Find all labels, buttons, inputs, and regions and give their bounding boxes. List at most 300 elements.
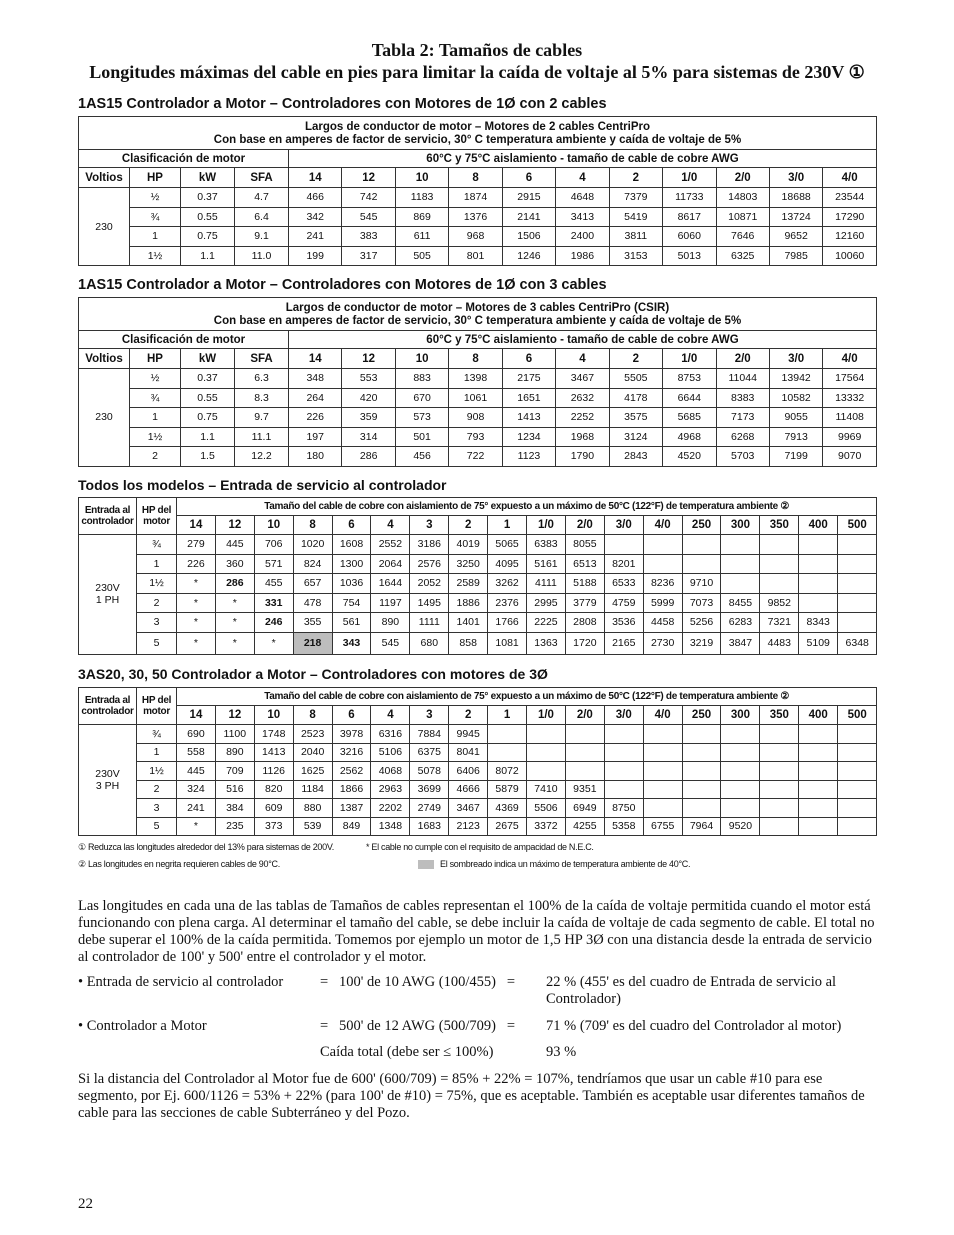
calc-row2-expr: = 500' de 12 AWG (500/709) =: [320, 1018, 516, 1034]
table-cell: 5419: [609, 207, 662, 227]
table-cell: 2141: [502, 207, 555, 227]
table-cell: [565, 725, 604, 744]
table-cell: 1348: [371, 817, 410, 836]
table-cell: [721, 554, 760, 574]
table-cell: 4483: [760, 632, 799, 654]
column-header: 500: [838, 706, 877, 725]
table-cell: 3250: [449, 554, 488, 574]
table-cell: [643, 799, 682, 818]
column-header: 250: [682, 706, 721, 725]
table-cell: 9.1: [235, 227, 289, 247]
header-entry: Entrada al controlador: [79, 498, 137, 535]
table-cell: 8383: [716, 388, 769, 408]
column-header: 6: [332, 706, 371, 725]
hp-cell: 2: [137, 780, 177, 799]
table-cell: 5078: [410, 762, 449, 781]
column-header: kW: [181, 168, 235, 188]
section-heading-4: 3AS20, 30, 50 Controlador a Motor – Controladores con motores de 3Ø: [78, 666, 548, 682]
table-cell: 5506: [527, 799, 566, 818]
column-header: 4/0: [823, 168, 877, 188]
table-cell: 3186: [410, 535, 449, 555]
table-cell: 501: [395, 427, 448, 447]
table-cell: 445: [177, 762, 216, 781]
table-cell: 2165: [604, 632, 643, 654]
table-cell: 466: [289, 188, 342, 208]
table-cell: 8.3: [235, 388, 289, 408]
table-cell: 8236: [643, 574, 682, 594]
column-header: 8: [449, 168, 502, 188]
column-header: 4: [371, 516, 410, 535]
table-cell: 9852: [760, 593, 799, 613]
table-cell: 6533: [604, 574, 643, 594]
table-cell: 561: [332, 613, 371, 633]
table-cell: 3779: [565, 593, 604, 613]
table-cell: 1081: [488, 632, 527, 654]
table-cell: 1234: [502, 427, 555, 447]
table-cell: 6383: [527, 535, 566, 555]
table-cell: 5256: [682, 613, 721, 633]
table-cell: 18688: [769, 188, 822, 208]
table-cell: 264: [289, 388, 342, 408]
table-cell: 1.5: [181, 447, 235, 467]
table-cell: 6375: [410, 743, 449, 762]
table-cell: [760, 762, 799, 781]
table-cell: 709: [215, 762, 254, 781]
table-cell: 858: [449, 632, 488, 654]
column-header: 4: [556, 168, 609, 188]
page-number: 22: [78, 1196, 93, 1212]
table-cell: 690: [177, 725, 216, 744]
table-row: [79, 246, 877, 266]
table-cell: 1111: [410, 613, 449, 633]
table-cell: 3536: [604, 613, 643, 633]
column-header: 250: [682, 516, 721, 535]
table-cell: 869: [395, 207, 448, 227]
table-cell: 1644: [371, 574, 410, 594]
table-cell: 7646: [716, 227, 769, 247]
footnote-4: [418, 859, 690, 869]
table-cell: 9969: [823, 427, 877, 447]
column-header: 1/0: [663, 349, 716, 369]
column-header: 6: [502, 349, 555, 369]
table-cell: [604, 743, 643, 762]
table-cell: [760, 574, 799, 594]
table-cell: [799, 574, 838, 594]
table-row: [79, 388, 877, 408]
table-cell: 314: [342, 427, 395, 447]
header-hp: HP del motor: [137, 498, 177, 535]
table-cell: [799, 762, 838, 781]
table-cell: [838, 817, 877, 836]
column-header: 14: [289, 349, 342, 369]
table-cell: 1363: [527, 632, 566, 654]
table-cell: 5109: [799, 632, 838, 654]
table-cell: [604, 535, 643, 555]
service-entry-table: [78, 497, 877, 655]
table-cell: 883: [395, 369, 448, 389]
table-cell: 1720: [565, 632, 604, 654]
hp-cell: 1½: [137, 762, 177, 781]
table-cell: 2675: [488, 817, 527, 836]
table-cell: 10871: [716, 207, 769, 227]
table-cell: 2843: [609, 447, 662, 467]
column-header: 350: [760, 516, 799, 535]
shade-swatch: [418, 860, 434, 869]
column-header: 6: [502, 168, 555, 188]
table-cell: 10060: [823, 246, 877, 266]
table-cell: 1766: [488, 613, 527, 633]
table-cell: [643, 535, 682, 555]
table-cell: *: [177, 632, 216, 654]
table-cell: 824: [293, 554, 332, 574]
table-cell: 8753: [663, 369, 716, 389]
table-cell: 3216: [332, 743, 371, 762]
column-header: Voltios: [79, 349, 130, 369]
table-cell: [604, 762, 643, 781]
table-cell: 1246: [502, 246, 555, 266]
table-cell: 3467: [556, 369, 609, 389]
table-cell: 545: [371, 632, 410, 654]
table-cell: 1.1: [181, 246, 235, 266]
table-cell: 6.4: [235, 207, 289, 227]
table-cell: 2808: [565, 613, 604, 633]
calc-total-value: 93 %: [546, 1044, 577, 1060]
column-header: 2: [449, 706, 488, 725]
column-header: 4: [371, 706, 410, 725]
column-header: 8: [449, 349, 502, 369]
table-cell: 4666: [449, 780, 488, 799]
table-cell: 3219: [682, 632, 721, 654]
cable-table-3wire: [78, 297, 877, 467]
column-header: 1/0: [527, 706, 566, 725]
column-header: 12: [215, 706, 254, 725]
table-subtitle: Longitudes máximas del cable en pies para limitar la caída de voltaje al 5% para sistemas de 230V ①: [89, 62, 865, 82]
column-header: 1: [488, 706, 527, 725]
table-cell: 1398: [449, 369, 502, 389]
table-cell: 742: [342, 188, 395, 208]
table-cell: 3811: [609, 227, 662, 247]
table-cell: 4095: [488, 554, 527, 574]
table-cell: 553: [342, 369, 395, 389]
table-cell: [643, 743, 682, 762]
column-header: HP: [130, 168, 181, 188]
table-cell: ¾: [130, 207, 181, 227]
table-cell: 609: [254, 799, 293, 818]
column-header: SFA: [235, 168, 289, 188]
table-cell: 3262: [488, 574, 527, 594]
table-cell: 558: [177, 743, 216, 762]
column-header: 4/0: [643, 706, 682, 725]
table-row: [79, 207, 877, 227]
table-row: [79, 554, 877, 574]
column-header: 3/0: [769, 168, 822, 188]
table-cell: 1184: [293, 780, 332, 799]
table-cell: 4759: [604, 593, 643, 613]
table-cell: 11733: [663, 188, 716, 208]
table-cell: 6.3: [235, 369, 289, 389]
table-cell: 2040: [293, 743, 332, 762]
table-cell: 849: [332, 817, 371, 836]
table-row: [79, 427, 877, 447]
hp-cell: 3: [137, 613, 177, 633]
table-cell: 4648: [556, 188, 609, 208]
table-cell: [838, 762, 877, 781]
table-cell: [604, 725, 643, 744]
table-cell: 6644: [663, 388, 716, 408]
body-paragraph-1: Las longitudes en cada una de las tablas de Tamaños de cables representan el 100% de la caída de voltaje permitida cuando el motor está funcionando con plena carga. Al determinar el tamaño del cable, se debe incluir la caída de voltaje de cada segmento de cable. El total no debe superar el 100% de la caída permitida. Tomemos por ejemplo un motor de 1,5 HP 3Ø con una distancia desde la entrada de servicio al controlador de 100' y 500' entre el controlador y el motor.: [78, 898, 875, 965]
table-cell: [838, 780, 877, 799]
column-header: 10: [254, 706, 293, 725]
table-cell: 8055: [565, 535, 604, 555]
table-cell: [682, 535, 721, 555]
column-header: 8: [293, 516, 332, 535]
table-cell: [760, 535, 799, 555]
table-cell: 545: [342, 207, 395, 227]
table-cell: 1197: [371, 593, 410, 613]
table-cell: 680: [410, 632, 449, 654]
calc-row2-result: 71 % (709' es del cuadro del Controlador al motor): [546, 1018, 842, 1034]
table-cell: 1748: [254, 725, 293, 744]
column-header: 400: [799, 516, 838, 535]
table-cell: [760, 799, 799, 818]
table-cell: 11408: [823, 408, 877, 428]
column-header: 2: [609, 168, 662, 188]
table-cell: 342: [289, 207, 342, 227]
table-cell: 2225: [527, 613, 566, 633]
column-header: 12: [342, 168, 395, 188]
table-cell: 5106: [371, 743, 410, 762]
table-cell: 611: [395, 227, 448, 247]
table-cell: 2730: [643, 632, 682, 654]
table-cell: *: [215, 632, 254, 654]
table-cell: 9351: [565, 780, 604, 799]
table-cell: 226: [289, 408, 342, 428]
table-cell: 2749: [410, 799, 449, 818]
table-cell: 7964: [682, 817, 721, 836]
table-cell: 3699: [410, 780, 449, 799]
table-cell: 1300: [332, 554, 371, 574]
table-cell: 14803: [716, 188, 769, 208]
column-header: Voltios: [79, 168, 130, 188]
table-cell: 343: [332, 632, 371, 654]
table-cell: 11.1: [235, 427, 289, 447]
footnote-1: ① Reduzca las longitudes alrededor del 13% para sistemas de 200V.: [78, 842, 334, 852]
column-header: 10: [395, 168, 448, 188]
table-cell: 1651: [502, 388, 555, 408]
column-header: 12: [342, 349, 395, 369]
footnote-4-text: El sombreado indica un máximo de temperatura ambiente de 40°C.: [440, 859, 691, 869]
table-row: [79, 227, 877, 247]
column-header: 300: [721, 706, 760, 725]
table-row: [79, 188, 877, 208]
table-cell: 4369: [488, 799, 527, 818]
table-cell: 9945: [449, 725, 488, 744]
table-cell: 1.1: [181, 427, 235, 447]
table-cell: 355: [293, 613, 332, 633]
hp-cell: 1: [137, 554, 177, 574]
table-cell: 11.0: [235, 246, 289, 266]
table-cell: 11044: [716, 369, 769, 389]
table-cell: [838, 574, 877, 594]
table-cell: 7173: [716, 408, 769, 428]
column-header: 3: [410, 516, 449, 535]
table-cell: *: [177, 613, 216, 633]
table-cell: 0.37: [181, 369, 235, 389]
hp-cell: 5: [137, 632, 177, 654]
column-header: kW: [181, 349, 235, 369]
table-cell: 279: [177, 535, 216, 555]
column-header: 8: [293, 706, 332, 725]
table-cell: 5703: [716, 447, 769, 467]
table-row: [79, 447, 877, 467]
table-cell: [799, 817, 838, 836]
table-cell: 968: [449, 227, 502, 247]
table-cell: 820: [254, 780, 293, 799]
table-cell: 235: [215, 817, 254, 836]
column-header: 3: [410, 706, 449, 725]
table-cell: 2064: [371, 554, 410, 574]
calc-row1-label: • Entrada de servicio al controlador: [78, 974, 284, 990]
table-cell: ¾: [130, 388, 181, 408]
table-cell: 5685: [663, 408, 716, 428]
table-cell: 226: [177, 554, 216, 574]
table-cell: 286: [215, 574, 254, 594]
table-cell: [721, 799, 760, 818]
table-cell: 2376: [488, 593, 527, 613]
table-cell: *: [215, 613, 254, 633]
table-caption-line2: Con base en amperes de factor de servicio, 30° C temperatura ambiente y caída de voltaje de 5%: [213, 315, 742, 327]
table-cell: 12.2: [235, 447, 289, 467]
table-row: [79, 613, 877, 633]
table-title: Tabla 2: Tamaños de cables: [371, 40, 583, 60]
group-header-left: Clasificación de motor: [79, 150, 289, 168]
three-phase-table: [78, 687, 877, 836]
table-cell: 880: [293, 799, 332, 818]
table-cell: 1123: [502, 447, 555, 467]
table-cell: 754: [332, 593, 371, 613]
table-cell: 1387: [332, 799, 371, 818]
table-cell: 573: [395, 408, 448, 428]
table-cell: 1986: [556, 246, 609, 266]
column-header: 4/0: [643, 516, 682, 535]
table-cell: 317: [342, 246, 395, 266]
table-cell: 0.37: [181, 188, 235, 208]
table-cell: 9055: [769, 408, 822, 428]
table-cell: 6316: [371, 725, 410, 744]
table-cell: *: [215, 593, 254, 613]
table-cell: 7379: [609, 188, 662, 208]
table-cell: 1½: [130, 246, 181, 266]
table-cell: *: [177, 593, 216, 613]
section-heading-2: 1AS15 Controlador a Motor – Controladores con Motores de 1Ø con 3 cables: [78, 277, 607, 293]
table-cell: [760, 780, 799, 799]
table-cell: 1: [130, 408, 181, 428]
column-header: 10: [395, 349, 448, 369]
table-cell: 383: [342, 227, 395, 247]
calc-total-label: Caída total (debe ser ≤ 100%): [320, 1044, 494, 1060]
table-cell: *: [177, 817, 216, 836]
table-cell: 420: [342, 388, 395, 408]
table-cell: [799, 780, 838, 799]
table-cell: 23544: [823, 188, 877, 208]
table-cell: 8617: [663, 207, 716, 227]
column-header: 1/0: [663, 168, 716, 188]
table-cell: 180: [289, 447, 342, 467]
table-cell: 9652: [769, 227, 822, 247]
table-cell: 2123: [449, 817, 488, 836]
table-row: [79, 632, 877, 654]
table-cell: 4255: [565, 817, 604, 836]
table-cell: 3413: [556, 207, 609, 227]
table-cell: 199: [289, 246, 342, 266]
table-cell: 2552: [371, 535, 410, 555]
table-cell: [721, 725, 760, 744]
table-cell: [799, 554, 838, 574]
calc-row2-label: • Controlador a Motor: [78, 1018, 207, 1034]
table-cell: 3978: [332, 725, 371, 744]
table-cell: 331: [254, 593, 293, 613]
table-cell: [488, 743, 527, 762]
table-cell: 5188: [565, 574, 604, 594]
table-cell: 17564: [823, 369, 877, 389]
footnote-2: * El cable no cumple con el requisito de ampacidad de N.E.C.: [366, 842, 594, 852]
table-cell: 6513: [565, 554, 604, 574]
table-cell: 2: [130, 447, 181, 467]
column-header: HP: [130, 349, 181, 369]
table-cell: 360: [215, 554, 254, 574]
table-cell: [643, 780, 682, 799]
column-header: 14: [177, 706, 216, 725]
table-cell: 478: [293, 593, 332, 613]
table-cell: 2963: [371, 780, 410, 799]
table-cell: 1683: [410, 817, 449, 836]
table-cell: 2252: [556, 408, 609, 428]
table-cell: [721, 574, 760, 594]
table-row: [79, 593, 877, 613]
table-cell: 5013: [663, 246, 716, 266]
table-cell: 4520: [663, 447, 716, 467]
hp-cell: 1½: [137, 574, 177, 594]
table-cell: 359: [342, 408, 395, 428]
hp-cell: 3: [137, 799, 177, 818]
table-cell: 456: [395, 447, 448, 467]
calc-row1-expr: = 100' de 10 AWG (100/455) =: [320, 974, 516, 990]
table-cell: 455: [254, 574, 293, 594]
table-cell: 17290: [823, 207, 877, 227]
table-cell: [682, 554, 721, 574]
table-cell: [682, 725, 721, 744]
column-header: 14: [177, 516, 216, 535]
table-cell: 8455: [721, 593, 760, 613]
table-cell: 1968: [556, 427, 609, 447]
table-cell: 5999: [643, 593, 682, 613]
table-cell: 10582: [769, 388, 822, 408]
table-cell: 8041: [449, 743, 488, 762]
table-cell: [799, 535, 838, 555]
table-cell: [682, 743, 721, 762]
table-cell: 3372: [527, 817, 566, 836]
table-cell: [760, 817, 799, 836]
table-cell: 539: [293, 817, 332, 836]
table-cell: 9520: [721, 817, 760, 836]
table-cell: 12160: [823, 227, 877, 247]
column-header: 1: [488, 516, 527, 535]
table-cell: 246: [254, 613, 293, 633]
hp-cell: ¾: [137, 725, 177, 744]
column-header: 2: [449, 516, 488, 535]
voltage-cell: 230: [79, 188, 130, 266]
voltage-cell: 230V 1 PH: [79, 535, 137, 655]
